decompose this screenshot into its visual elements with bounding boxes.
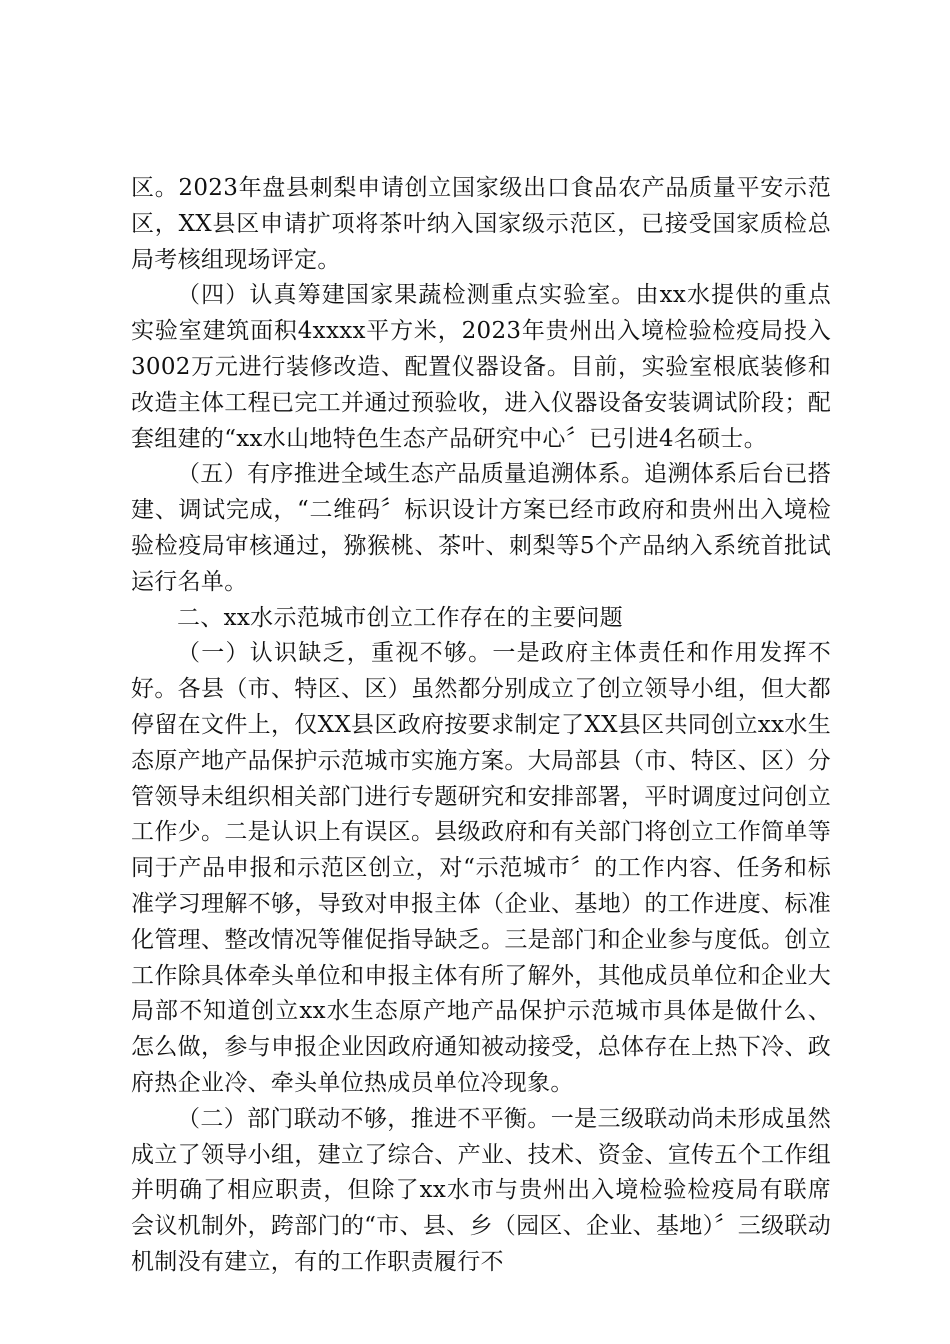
paragraph-continuation: 区。2023年盘县刺梨申请创立国家级出口食品农产品质量平安示范区，XX县区申请扩项将茶叶纳入国家级示范区，已接受国家质检总局考核组现场评定。 [131, 175, 831, 273]
section-heading-2: 二、xx水示范城市创立工作存在的主要问题 [177, 604, 623, 631]
paragraph-section-4: （四）认真筹建国家果蔬检测重点实验室。由xx水提供的重点实验室建筑面积4xxxx平方米，2023年贵州出入境检验检疫局投入3002万元进行装修改造、配置仪器设备。目前，实验室根底装修和改造主体工程已完工并通过预验收，进入仪器设备安装调试阶段；配套组建的“xx水山地特色生态产品研究中心〞已引进4名硕士。 [131, 282, 831, 452]
paragraph-section-5: （五）有序推进全域生态产品质量追溯体系。追溯体系后台已搭建、调试完成，“二维码〞标识设计方案已经市政府和贵州出入境检验检疫局审核通过，猕猴桃、茶叶、刺梨等5个产品纳入系统首批试运行名单。 [131, 461, 831, 595]
paragraph-problem-2: （二）部门联动不够，推进不平衡。一是三级联动尚未形成虽然成立了领导小组，建立了综合、产业、技术、资金、宣传五个工作组并明确了相应职责，但除了xx水市与贵州出入境检验检疫局有联席会议机制外，跨部门的“市、县、乡（园区、企业、基地）〞三级联动机制没有建立，有的工作职责履行不 [131, 1105, 831, 1275]
document-body [131, 171, 831, 1281]
paragraph-problem-1: （一）认识缺乏，重视不够。一是政府主体责任和作用发挥不好。各县（市、特区、区）虽然都分别成立了创立领导小组，但大都停留在文件上，仅XX县区政府按要求制定了XX县区共同创立xx水生态原产地产品保护示范城市实施方案。大局部县（市、特区、区）分管领导未组织相关部门进行专题研究和安排部署，平时调度过问创立工作少。二是认识上有误区。县级政府和有关部门将创立工作简单等同于产品申报和示范区创立，对“示范城市〞的工作内容、任务和标准学习理解不够，导致对申报主体（企业、基地）的工作进度、标准化管理、整改情况等催促指导缺乏。三是部门和企业参与度低。创立工作除具体牵头单位和申报主体有所了解外，其他成员单位和企业大局部不知道创立xx水生态原产地产品保护示范城市具体是做什么、怎么做，参与申报企业因政府通知被动接受，总体存在上热下冷、政府热企业冷、牵头单位热成员单位冷现象。 [131, 640, 831, 1096]
